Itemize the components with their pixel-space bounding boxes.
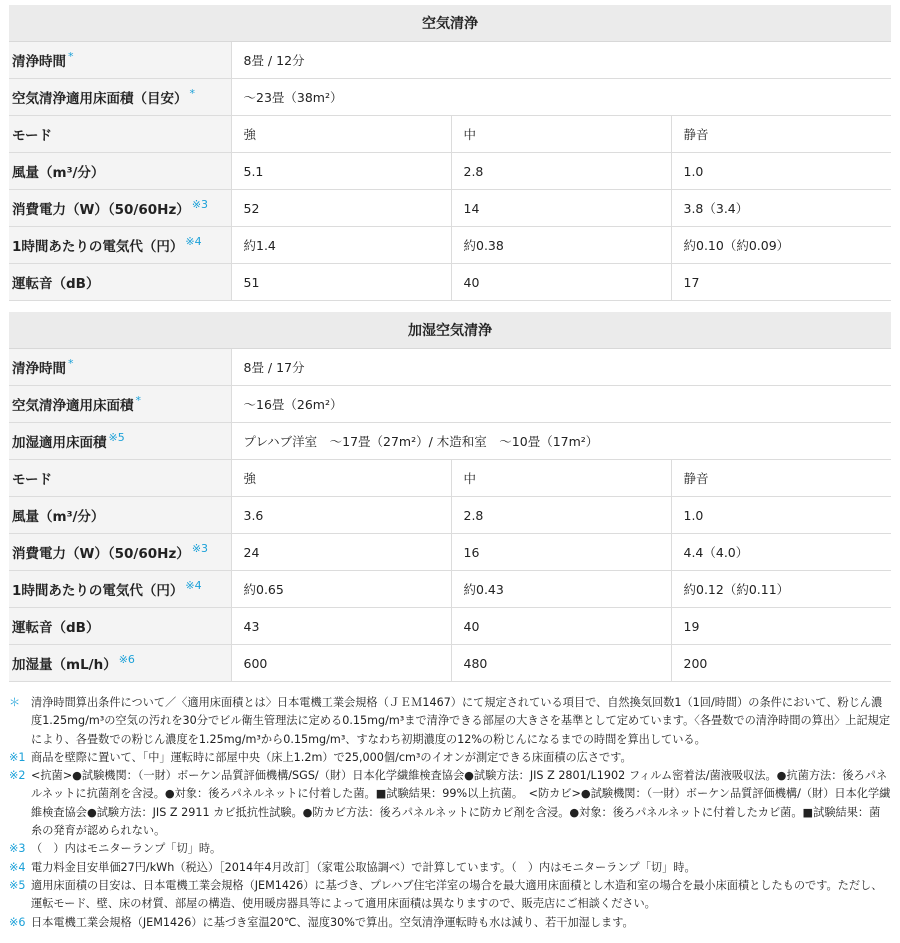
footnote-mark: ※5 — [108, 431, 125, 444]
footnote-mark: * — [68, 357, 74, 370]
table-row — [9, 116, 891, 153]
footnote-mark: * — [189, 87, 195, 100]
cell-value: 強 — [231, 116, 451, 153]
row-label: モード — [9, 460, 231, 497]
row-label: 1時間あたりの電気代（円） $^{※4}$ — [9, 227, 231, 264]
cell-value: 600 — [231, 645, 451, 682]
cell-value: 19 — [671, 608, 891, 645]
footnote-mark: ※3 — [191, 198, 209, 211]
footnote-mark: ※3 — [9, 842, 26, 856]
footnote-mark: ※3 — [191, 542, 209, 555]
row-label: 空気清浄適用床面積（目安） * — [9, 79, 231, 116]
cell-value: 5.1 — [231, 153, 451, 190]
cell-value: 約0.10（約0.09） — [671, 227, 891, 264]
table-row — [9, 534, 891, 571]
cell-value: 2.8 — [451, 153, 671, 190]
cell-value: 〜23畳（38m²） — [231, 79, 891, 116]
cell-value: 16 — [451, 534, 671, 571]
footnotes — [9, 694, 891, 932]
footnote — [9, 840, 891, 858]
cell-value: 強 — [231, 460, 451, 497]
cell-value: 24 — [231, 534, 451, 571]
cell-value: 静音 — [671, 460, 891, 497]
table-row — [9, 349, 891, 386]
footnote — [9, 914, 891, 932]
cell-value: 〜16畳（26m²） — [231, 386, 891, 423]
cell-value: 2.8 — [451, 497, 671, 534]
row-label: 運転音（dB） — [9, 264, 231, 301]
section-gap — [9, 301, 891, 312]
table-row — [9, 423, 891, 460]
spec-page — [9, 5, 891, 932]
table-row — [9, 497, 891, 534]
cell-value: 200 — [671, 645, 891, 682]
cell-value: 4.4（4.0） — [671, 534, 891, 571]
table-row — [9, 264, 891, 301]
footnote-mark: ＊ — [9, 696, 21, 709]
section-title: 空気清浄 — [9, 5, 891, 42]
row-label: 清浄時間 * — [9, 349, 231, 386]
cell-value: 中 — [451, 116, 671, 153]
footnote — [9, 877, 891, 914]
footnote-mark: * — [135, 394, 141, 407]
cell-value: 1.0 — [671, 497, 891, 534]
cell-value: 43 — [231, 608, 451, 645]
footnote-mark: * — [68, 50, 74, 63]
footnote-mark: ※4 — [185, 235, 202, 248]
footnote — [9, 749, 891, 767]
cell-value: 14 — [451, 190, 671, 227]
cell-value: 中 — [451, 460, 671, 497]
row-label: 加湿適用床面積 $^{※5}$ — [9, 423, 231, 460]
footnote-mark: ※1 — [9, 750, 26, 764]
cell-value: プレハブ洋室 〜17畳（27m²）/ 木造和室 〜10畳（17m²） — [231, 423, 891, 460]
row-label: モード — [9, 116, 231, 153]
cell-value: 約0.38 — [451, 227, 671, 264]
row-label: 風量（m³/分） — [9, 153, 231, 190]
cell-value: 52 — [231, 190, 451, 227]
footnote — [9, 694, 891, 749]
cell-value: 480 — [451, 645, 671, 682]
footnote-text: 適用床面積の目安は、日本電機工業会規格（JEM1426）に基づき、プレハブ住宅洋室の場合を最大適用床面積とし木造和室の場合を最小床面積としたものです。ただし、運転モード、壁、床の材質、部屋の構造、使用暖房器具等によって適用床面積は異なりますので、販売店にご相談ください。 — [31, 878, 883, 911]
footnote-text: （ ）内はモニターランプ「切」時。 — [31, 842, 222, 856]
footnote-text: 電力料金目安単価27円/kWh（税込）［2014年4月改訂］（家電公取協調べ）で計算しています。（ ）内はモニターランプ「切」時。 — [31, 860, 696, 874]
cell-value: 約0.65 — [231, 571, 451, 608]
table-row — [9, 42, 891, 79]
footnote — [9, 767, 891, 840]
table-row — [9, 79, 891, 116]
footnote-text: 商品を壁際に置いて、「中」運転時に部屋中央（床上1.2m）で25,000個/cm³のイオンが測定できる床面積の広さです。 — [31, 750, 632, 764]
cell-value: 約0.12（約0.11） — [671, 571, 891, 608]
row-label: 1時間あたりの電気代（円） $^{※4}$ — [9, 571, 231, 608]
table-row — [9, 608, 891, 645]
table-row — [9, 571, 891, 608]
cell-value: 1.0 — [671, 153, 891, 190]
cell-value: 8畳 / 17分 — [231, 349, 891, 386]
cell-value: 40 — [451, 608, 671, 645]
row-label: 消費電力（W）（50/60Hz） $^{※3}$ — [9, 190, 231, 227]
footnote-mark: ※6 — [118, 653, 135, 666]
footnote-mark: ※4 — [185, 579, 202, 592]
spec-table-air-purify — [9, 5, 891, 301]
cell-value: 40 — [451, 264, 671, 301]
cell-value: 17 — [671, 264, 891, 301]
cell-value: 約1.4 — [231, 227, 451, 264]
table-row — [9, 386, 891, 423]
table-row — [9, 460, 891, 497]
footnote-mark: ※4 — [9, 860, 26, 874]
spec-table-humidify — [9, 312, 891, 682]
footnote-text: 日本電機工業会規格（JEM1426）に基づき室温20℃、湿度30%で算出。空気清浄運転時も水は減り、若干加湿します。 — [31, 915, 634, 929]
cell-value: 約0.43 — [451, 571, 671, 608]
footnote — [9, 859, 891, 877]
footnote-text: 清浄時間算出条件について／〈適用床面積とは〉日本電機工業会規格（ＪＥＭ1467）にて規定されている項目で、自然換気回数1（1回/時間）の条件において、粉じん濃度1.25mg/m³の空気の汚れを30分でビル衛生管理法に定める0.15mg/m³まで清浄できる部屋の大きさを基準として定めています。〈各畳数での清浄時間の算出〉上記規定により、各畳数での粉じん濃度を1.25mg/m³から0.15mg/m³、すなわち初期濃度の12%の粉じんになるまでの時間を算出している。 — [31, 696, 891, 746]
cell-value: 3.8（3.4） — [671, 190, 891, 227]
row-label: 消費電力（W）（50/60Hz） $^{※3}$ — [9, 534, 231, 571]
table-row — [9, 645, 891, 682]
section-title: 加湿空気清浄 — [9, 312, 891, 349]
footnote-mark: ※5 — [9, 878, 26, 892]
cell-value: 静音 — [671, 116, 891, 153]
footnote-mark: ※6 — [9, 915, 26, 929]
cell-value: 8畳 / 12分 — [231, 42, 891, 79]
table-row — [9, 153, 891, 190]
row-label: 清浄時間 * — [9, 42, 231, 79]
table-row — [9, 227, 891, 264]
row-label: 空気清浄適用床面積 * — [9, 386, 231, 423]
footnote-text: <抗菌>●試験機関：（一財）ボーケン品質評価機構/SGS/（財）日本化学繊維検査協会●試験方法：JIS Z 2801/L1902 フィルム密着法/菌液吸収法。●抗菌方法：後ろパネルネットに抗菌剤を含浸。●対象：後ろパネルネットに付着した菌。■試験結果：99%以上抗菌。 <防カビ>●試験機関：（一財）ボーケン品質評価機構/（財）日本化学繊維検査協会●試験方法：JIS Z 2911 カビ抵抗性試験。●防カビ方法：後ろパネルネットに防カビ剤を含浸。●対象：後ろパネルネットに付着したカビ菌。■試験結果：菌糸の発育が認められない。 — [31, 769, 891, 838]
cell-value: 51 — [231, 264, 451, 301]
row-label: 加湿量（mL/h） $^{※6}$ — [9, 645, 231, 682]
row-label: 運転音（dB） — [9, 608, 231, 645]
row-label: 風量（m³/分） — [9, 497, 231, 534]
table-row — [9, 190, 891, 227]
cell-value: 3.6 — [231, 497, 451, 534]
footnote-mark: ※2 — [9, 769, 26, 783]
